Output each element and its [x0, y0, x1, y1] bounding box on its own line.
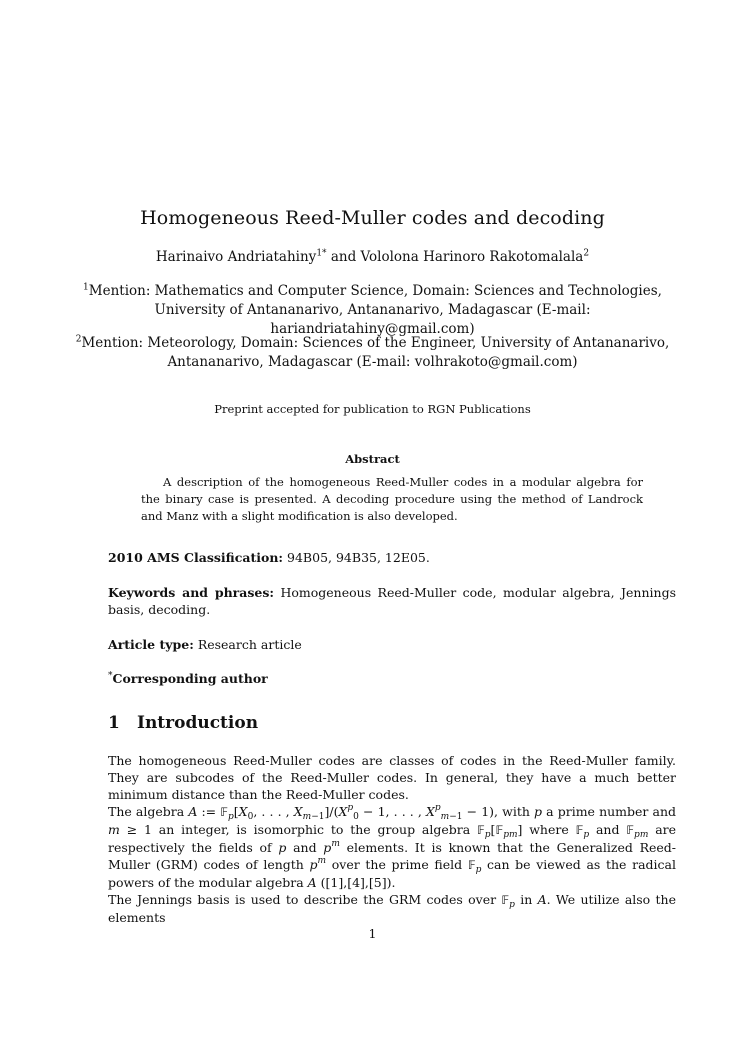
abstract-text: A description of the homogeneous Reed-Muller codes in a modular algebra for the binary case is presented. A decoding procedure using the method of Landrock and Manz with a slight modification is also developed. — [141, 475, 643, 523]
ams-classification — [108, 549, 676, 566]
author-connector: and — [330, 249, 357, 265]
corresponding-author — [108, 670, 676, 687]
intro-paragraph-3: The Jennings basis is used to describe the GRM codes over 𝔽$_p$ in A. We utilize also the elements — [108, 892, 676, 925]
affiliation-1-email: hariandriatahiny@gmail.com) — [270, 321, 475, 337]
abstract-heading: Abstract — [345, 452, 400, 466]
intro-paragraph-2: The algebra A := $𝔽_p[X_0$, . . . , $X_{m-1}]/(X^p_0 - 1$, . . . , $X^p_{m-1} - 1$), with p a prime number and m ≥ 1 an integer, is isomorphic to the group algebra 𝔽$_p$[𝔽$_{pm}$] where 𝔽$_p$ and 𝔽$_{pm}$ are respectively the fields of p and $p^m$ elements. It is known that the Generalized Reed-Muller (GRM) codes of length $p^m$ over the prime field 𝔽$_p$ can be viewed as the radical powers of the modular algebra A ([1],[4],[5]). — [108, 803, 677, 890]
affiliation-1-mark: 1 — [83, 282, 89, 293]
article-type-label: Article type: — [108, 637, 194, 652]
section-number: 1 — [108, 713, 120, 733]
intro-paragraph-1: The homogeneous Reed-Muller codes are classes of codes in the Reed-Muller family. They are subcodes of the Reed-Muller codes. In general, they have a much better minimum distance than the Reed-Muller codes. — [108, 753, 676, 802]
article-type-value: Research article — [197, 637, 302, 652]
introduction-body — [108, 752, 676, 926]
author-2: Vololona Harinoro Rakotomalala — [360, 249, 584, 265]
affiliation-1 — [0, 282, 745, 339]
formula-algebra: A := $𝔽_p[X_0$, . . . , $X_{m-1}]/(X^p_0 - 1$, . . . , $X^p_{m-1} - 1$) — [188, 803, 495, 822]
paper-title: Homogeneous Reed-Muller codes and decoding — [140, 207, 605, 229]
ams-value: 94B05, 94B35, 12E05. — [287, 550, 430, 565]
keywords-value: Homogeneous Reed-Muller code, modular algebra, Jennings basis, decoding. — [108, 585, 676, 617]
page-number: 1 — [368, 926, 377, 941]
affiliation-2 — [0, 334, 745, 372]
keywords-label: Keywords and phrases: — [108, 585, 275, 600]
author-line — [0, 249, 745, 265]
corresponding-mark: * — [108, 670, 113, 681]
affiliation-2-line-2: Antananarivo, Madagascar (E-mail: volhrakoto@gmail.com) — [167, 354, 578, 370]
section-heading — [108, 713, 258, 733]
author-2-mark: 2 — [583, 248, 590, 259]
article-type — [108, 636, 676, 653]
preprint-note: Preprint accepted for publication to RGN Publications — [214, 402, 531, 416]
affiliation-2-line-1: Mention: Meteorology, Domain: Sciences of the Engineer, University of Antananarivo, — [81, 335, 670, 351]
section-title: Introduction — [137, 713, 259, 733]
author-1-mark: 1* — [316, 248, 327, 259]
affiliation-1-line-1: Mention: Mathematics and Computer Science, Domain: Sciences and Technologies, — [88, 283, 662, 299]
corresponding-label: Corresponding author — [112, 671, 268, 686]
ams-label: 2010 AMS Classification: — [108, 550, 284, 565]
affiliation-1-line-2: University of Antananarivo, Antananarivo, Madagascar (E-mail: — [154, 302, 591, 318]
affiliation-2-mark: 2 — [75, 334, 82, 345]
keywords — [108, 584, 676, 618]
author-1: Harinaivo Andriatahiny — [155, 249, 317, 265]
